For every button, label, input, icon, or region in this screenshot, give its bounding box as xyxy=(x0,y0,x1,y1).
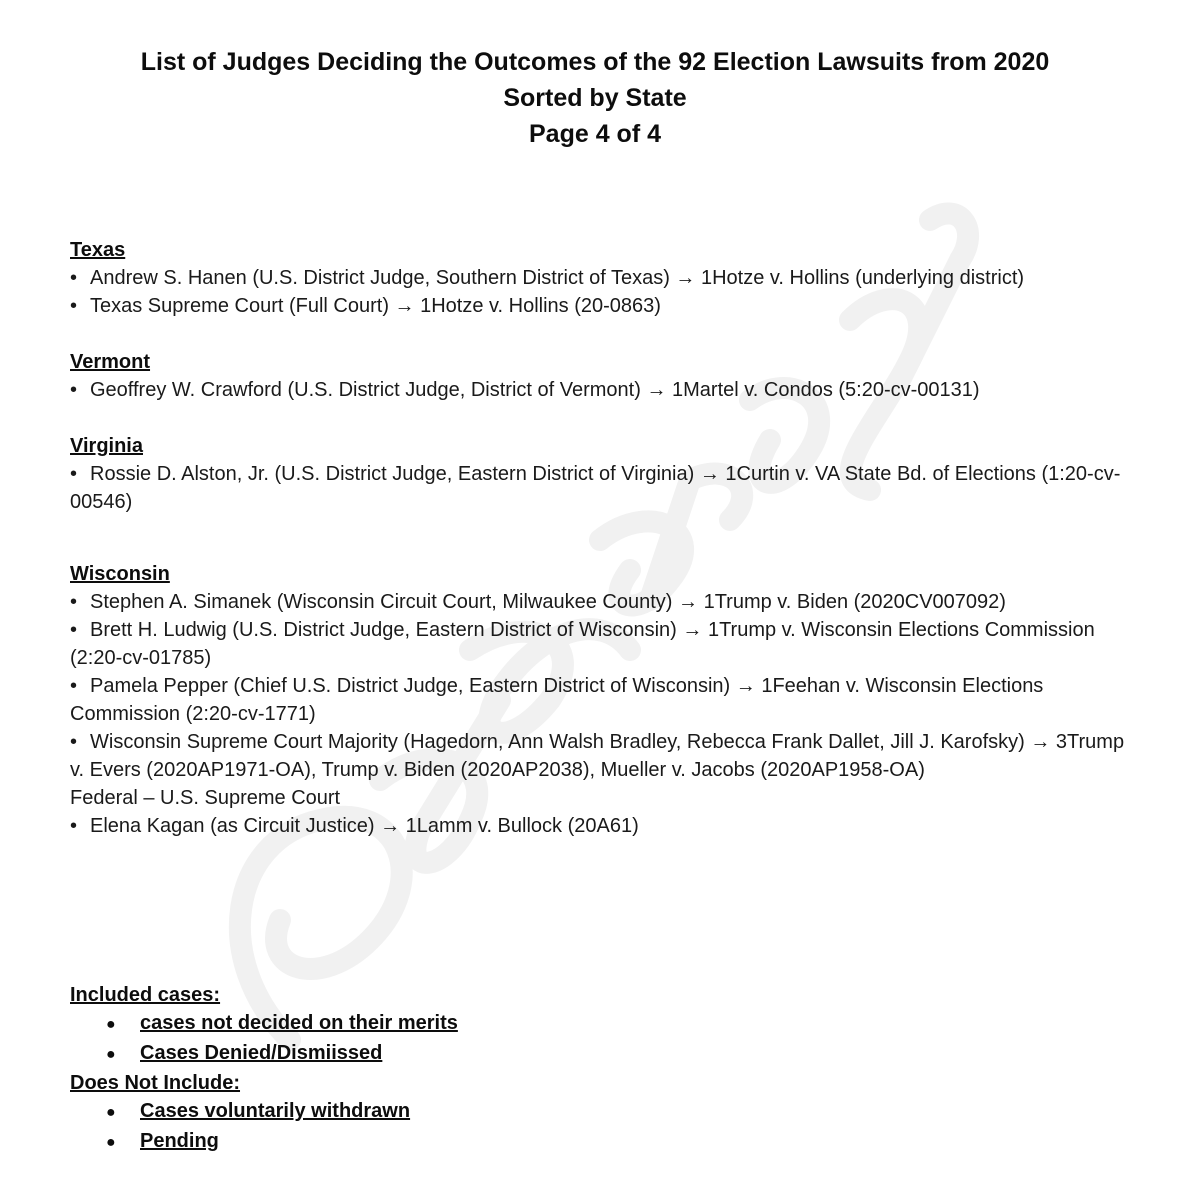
bullet-icon: • xyxy=(70,295,78,317)
bullet-dot-icon: ● xyxy=(106,1104,116,1121)
federal-subheading: Federal – U.S. Supreme Court xyxy=(70,787,341,809)
entry-text: Andrew S. Hanen (U.S. District Judge, Southern District of Texas) → 1Hotze v. Hollins (underlying district) xyxy=(90,267,1025,289)
entry-text: Pamela Pepper (Chief U.S. District Judge, Eastern District of Wisconsin) → 1Feehan v. Wisconsin Elections Commission (2:20-cv-1771) xyxy=(70,675,1044,725)
list-item xyxy=(70,588,1130,616)
list-item xyxy=(70,1097,770,1127)
title-line-sorted: Sorted by State xyxy=(503,84,687,112)
list-item xyxy=(70,376,1130,404)
state-heading-texas: Texas xyxy=(70,239,126,261)
section-virginia xyxy=(70,432,1130,516)
title-line-main: List of Judges Deciding the Outcomes of the 92 Election Lawsuits from 2020 xyxy=(140,48,1050,76)
list-item xyxy=(70,460,1130,516)
section-wisconsin xyxy=(70,560,1130,840)
entry-text: Wisconsin Supreme Court Majority (Hagedorn, Ann Walsh Bradley, Rebecca Frank Dallet, Jill J. Karofsky) → 3Trump v. Evers (2020AP1971-OA), Trump v. Biden (2020AP2038), Mueller v. Jacobs (2020AP1958-OA) xyxy=(70,731,1125,781)
criteria-text: Cases Denied/Dismiissed xyxy=(140,1042,383,1064)
list-item xyxy=(70,616,1130,672)
bullet-icon: • xyxy=(70,379,78,401)
criteria-text: Cases voluntarily withdrawn xyxy=(140,1100,411,1122)
title-line-page: Page 4 of 4 xyxy=(529,120,661,148)
list-item xyxy=(70,812,1130,840)
judges-list xyxy=(70,236,1130,840)
list-item xyxy=(70,1127,770,1157)
bullet-dot-icon: ● xyxy=(106,1016,116,1033)
included-cases-heading: Included cases: xyxy=(70,984,221,1006)
bullet-icon: • xyxy=(70,731,78,753)
state-heading-virginia: Virginia xyxy=(70,435,143,457)
state-heading-wisconsin: Wisconsin xyxy=(70,563,170,585)
list-item xyxy=(70,1039,770,1069)
bullet-icon: • xyxy=(70,267,78,289)
entry-text: Stephen A. Simanek (Wisconsin Circuit Court, Milwaukee County) → 1Trump v. Biden (2020CV007092) xyxy=(90,591,1006,613)
entry-text: Texas Supreme Court (Full Court) → 1Hotze v. Hollins (20-0863) xyxy=(90,295,661,317)
criteria-text: Pending xyxy=(140,1130,219,1152)
criteria-text: cases not decided on their merits xyxy=(140,1012,458,1034)
spacer xyxy=(70,404,1130,432)
bullet-icon: • xyxy=(70,463,78,485)
list-item xyxy=(70,1009,770,1039)
entry-text: Elena Kagan (as Circuit Justice) → 1Lamm v. Bullock (20A61) xyxy=(90,815,639,837)
spacer xyxy=(70,516,1130,560)
entry-text: Rossie D. Alston, Jr. (U.S. District Judge, Eastern District of Virginia) → 1Curtin v. VA State Bd. of Elections (1:20-cv-00546) xyxy=(70,463,1121,513)
does-not-include-heading: Does Not Include: xyxy=(70,1072,241,1094)
section-texas xyxy=(70,236,1130,320)
section-vermont xyxy=(70,348,1130,404)
state-heading-vermont: Vermont xyxy=(70,351,151,373)
document-title xyxy=(0,44,1190,152)
bullet-icon: • xyxy=(70,815,78,837)
list-item xyxy=(70,264,1130,292)
bullet-icon: • xyxy=(70,619,78,641)
spacer xyxy=(70,320,1130,348)
list-item xyxy=(70,292,1130,320)
list-item xyxy=(70,728,1130,784)
entry-text: Brett H. Ludwig (U.S. District Judge, Eastern District of Wisconsin) → 1Trump v. Wisconsin Elections Commission (2:20-cv-01785) xyxy=(70,619,1095,669)
entry-text: Geoffrey W. Crawford (U.S. District Judge, District of Vermont) → 1Martel v. Condos (5:20-cv-00131) xyxy=(90,379,980,401)
bullet-dot-icon: ● xyxy=(106,1046,116,1063)
list-item xyxy=(70,672,1130,728)
bullet-dot-icon: ● xyxy=(106,1134,116,1151)
inclusion-criteria xyxy=(70,981,770,1157)
bullet-icon: • xyxy=(70,675,78,697)
bullet-icon: • xyxy=(70,591,78,613)
